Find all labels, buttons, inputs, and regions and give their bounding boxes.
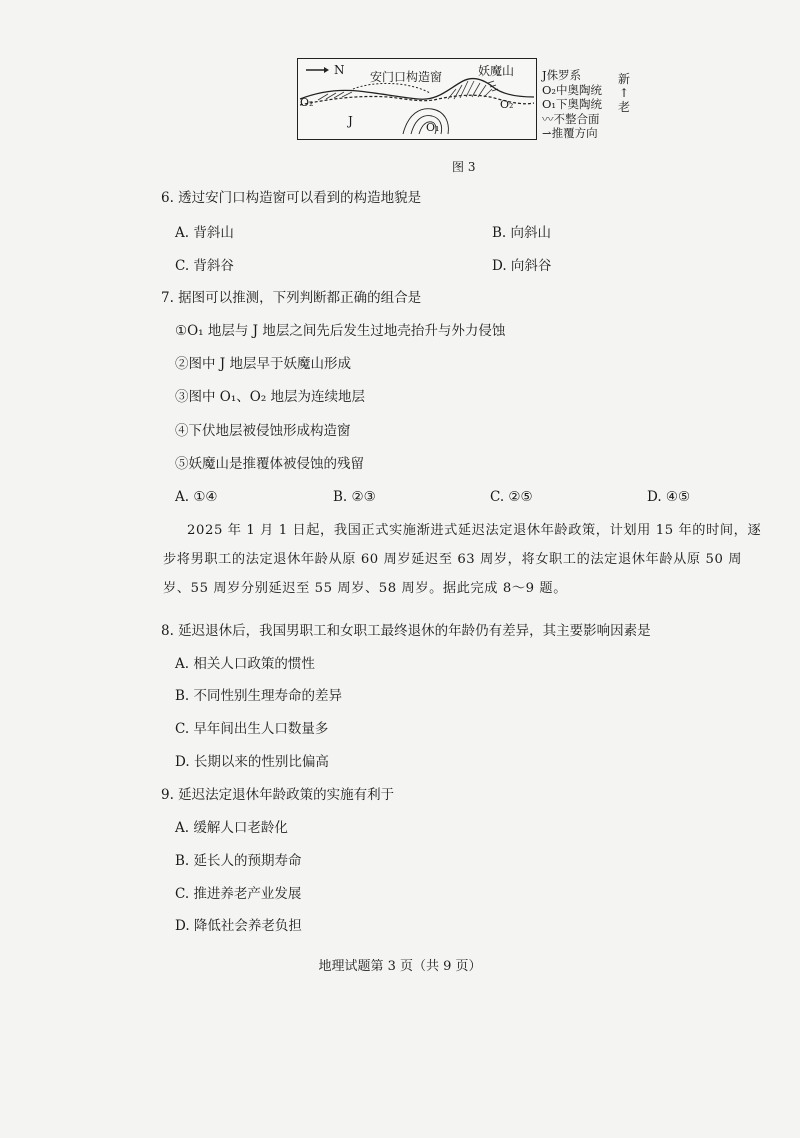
age-old-label: 老: [617, 100, 630, 114]
question-7-stem: 7. 据图可以推测，下列判断都正确的组合是: [161, 290, 422, 306]
question-6-stem: 6. 透过安门口构造窗可以看到的构造地貌是: [161, 190, 422, 206]
question-7-statement-2: ②图中 J 地层早于妖魔山形成: [175, 356, 351, 372]
age-new-label: 新: [617, 72, 630, 86]
reading-passage: 2025 年 1 月 1 日起，我国正式实施渐进式延迟法定退休年龄政策，计划用 15 年的时间，逐步将男职工的法定退休年龄从原 60 周岁延迟至 63 周岁，将女职工的法定退休年龄从原 50 周岁、55 周岁分别延迟至 55 周岁、58 周岁。据此完成 8～9 题。: [163, 523, 762, 596]
layer-label-o2-right: O₂: [500, 98, 514, 111]
legend-item: J侏罗系: [542, 68, 582, 82]
question-7-option-d: D. ④⑤: [647, 489, 691, 505]
legend-item: O₁下奥陶统: [542, 97, 603, 111]
question-6-option-c: C. 背斜谷: [175, 258, 234, 274]
page-footer: 地理试题第 3 页（共 9 页）: [318, 959, 482, 974]
question-6-option-b: B. 向斜山: [492, 225, 552, 241]
question-8-option-a: A. 相关人口政策的惯性: [175, 656, 315, 672]
question-7-option-c: C. ②⑤: [490, 489, 533, 505]
question-9-option-d: D. 降低社会养老负担: [175, 918, 302, 934]
arrow-icon: ⇀: [542, 126, 552, 140]
legend-item: 〰不整合面: [542, 111, 600, 126]
window-label: 安门口构造窗: [370, 70, 443, 84]
up-arrow-icon: ↑: [618, 86, 630, 100]
figure-legend: [542, 68, 602, 141]
legend-item: ⇀推覆方向: [542, 126, 598, 140]
wavy-line-icon: 〰: [542, 111, 554, 126]
question-9-stem: 9. 延迟法定退休年龄政策的实施有利于: [161, 787, 395, 803]
question-7-statement-4: ④下伏地层被侵蚀形成构造窗: [175, 423, 351, 439]
question-8-option-b: B. 不同性别生理寿命的差异: [175, 688, 343, 704]
question-7-statement-1: ①O₁ 地层与 J 地层之间先后发生过地壳抬升与外力侵蚀: [175, 323, 506, 339]
question-8-stem: 8. 延迟退休后，我国男职工和女职工最终退休的年龄仍有差异，其主要影响因素是: [161, 623, 651, 639]
question-7-statement-5: ⑤妖魔山是推覆体被侵蚀的残留: [175, 456, 364, 472]
figure-caption: 图 3: [452, 160, 476, 174]
question-8-option-c: C. 早年间出生人口数量多: [175, 721, 329, 737]
geologic-cross-section-figure: [297, 58, 537, 140]
legend-item: O₂中奥陶统: [542, 82, 603, 97]
question-9-option-b: B. 延长人的预期寿命: [175, 853, 302, 869]
mountain-label: 妖魔山: [478, 64, 515, 78]
question-9-option-a: A. 缓解人口老龄化: [175, 820, 288, 836]
question-7-option-a: A. ①④: [175, 489, 218, 505]
north-label: N: [334, 63, 345, 77]
question-7-option-b: B. ②③: [333, 489, 376, 505]
question-7-statement-3: ③图中 O₁、O₂ 地层为连续地层: [175, 389, 366, 405]
question-6-option-a: A. 背斜山: [175, 225, 234, 241]
question-6-option-d: D. 向斜谷: [492, 258, 552, 274]
layer-label-j: J: [348, 114, 353, 128]
question-8-option-d: D. 长期以来的性别比偏高: [175, 754, 329, 770]
question-9-option-c: C. 推进养老产业发展: [175, 886, 302, 902]
layer-label-o2-left: O₂: [300, 96, 314, 109]
layer-label-o1: O₁: [426, 121, 440, 134]
age-scale: [616, 72, 632, 114]
